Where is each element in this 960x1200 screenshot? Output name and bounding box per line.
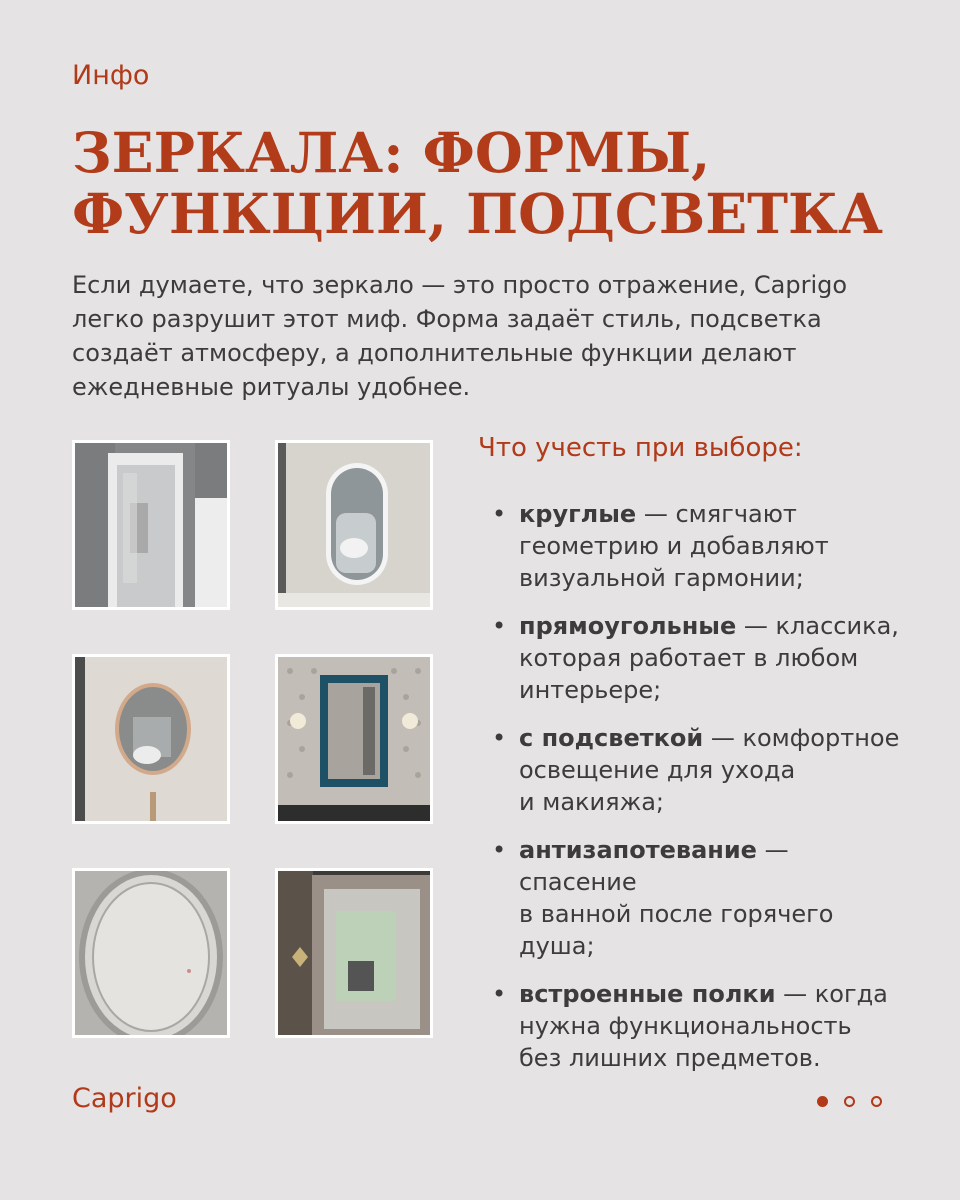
feature-desc: — когда: [783, 980, 888, 1008]
list-item: [492, 610, 912, 706]
feature-desc: — смягчают: [643, 500, 797, 528]
feature-desc: — комфортное: [710, 724, 900, 752]
list-item: [492, 834, 912, 962]
feature-desc: интерьере;: [519, 676, 662, 704]
title-line: ФУНКЦИИ, ПОДСВЕТКА: [72, 181, 883, 246]
feature-desc: в ванной после горячего: [519, 900, 834, 928]
feature-term: прямоугольные: [519, 612, 737, 640]
mirror-photo-baroque-frame: [275, 868, 433, 1038]
feature-desc: визуальной гармонии;: [519, 564, 804, 592]
mirror-photo-backlit-capsule: [275, 440, 433, 610]
feature-desc: освещение для ухода: [519, 756, 796, 784]
title-line: ЗЕРКАЛА: ФОРМЫ,: [72, 120, 711, 185]
feature-term: антизапотевание: [519, 836, 757, 864]
feature-term: встроенные полки: [519, 980, 776, 1008]
feature-desc: — спасение: [519, 836, 789, 896]
pagination-dot-active[interactable]: [817, 1096, 828, 1107]
feature-desc: геометрию и добавляют: [519, 532, 829, 560]
page-title: [72, 122, 883, 244]
list-item: [492, 498, 912, 594]
list-item: [492, 722, 912, 818]
feature-desc: нужна функциональность: [519, 1012, 852, 1040]
feature-desc: душа;: [519, 932, 595, 960]
list-item: [492, 978, 912, 1074]
section-subheading: Что учесть при выборе:: [478, 433, 803, 463]
feature-term: круглые: [519, 500, 637, 528]
feature-desc: — классика,: [743, 612, 899, 640]
feature-term: с подсветкой: [519, 724, 704, 752]
feature-desc: которая работает в любом: [519, 644, 859, 672]
mirror-photo-backlit-round: [72, 654, 230, 824]
feature-desc: и макияжа;: [519, 788, 664, 816]
brand-logo: Caprigo: [72, 1083, 177, 1114]
feature-list: [492, 498, 912, 1090]
mirror-photo-white-framed: [72, 440, 230, 610]
mirror-photo-ornate-oval: [72, 868, 230, 1038]
pagination-dot[interactable]: [844, 1096, 855, 1107]
intro-paragraph: Если думаете, что зеркало — это просто отражение, Caprigo легко разрушит этот миф. Форма задаёт стиль, подсветка создаёт атмосферу, а дополнительные функции делают ежедневные ритуалы удобнее.: [72, 271, 848, 401]
category-tag: Инфо: [72, 60, 150, 91]
pagination-dot[interactable]: [871, 1096, 882, 1107]
feature-desc: без лишних предметов.: [519, 1044, 821, 1072]
pagination-dots: [817, 1096, 882, 1107]
mirror-photo-blue-framed: [275, 654, 433, 824]
